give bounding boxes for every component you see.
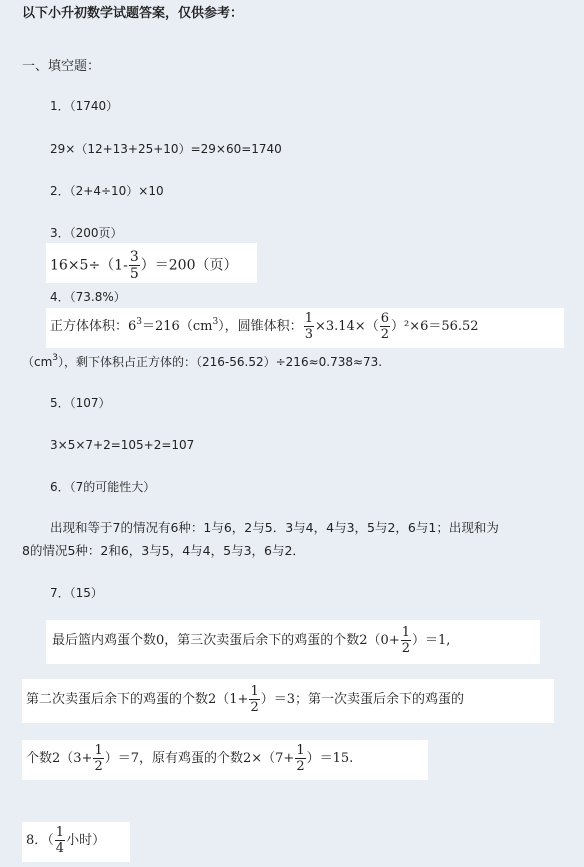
q5-label: 5．（107） [50, 396, 111, 410]
page-title: 以下小升初数学试题答案，仅供参考： [22, 6, 244, 21]
q7-work-line1: 最后篮内鸡蛋个数0，第三次卖蛋后余下的鸡蛋的个数2（0+ $\frac{1}{2}$ ）＝1, [52, 625, 451, 656]
q3-fraction: $\frac{3}{5}$ [129, 249, 139, 282]
q7-fraction-3: $\frac{1}{2}$ [94, 743, 103, 774]
q3-label: 3．（200页） [50, 226, 123, 240]
q7-work-line2: 第二次卖蛋后余下的鸡蛋的个数2（1+ $\frac{1}{2}$ ）＝3；第一次卖蛋后余下的鸡蛋的 [26, 684, 464, 715]
q6-work-line2: 8的情况5种：2和6，3与5，4与4，5与3，6与2． [22, 543, 305, 558]
section-title: 一、填空题： [22, 59, 101, 74]
q4-label: 4．（73.8%） [50, 290, 126, 304]
q5-work: 3×5×7+2=105+2=107 [50, 438, 195, 452]
q7-fraction-2: $\frac{1}{2}$ [250, 684, 259, 715]
q4-work-line1: 正方体体积：$6^3=216(cm^3)$，圆锥体积： $\frac{1}{3}$ ×3.14×（ $\frac{6}{2}$ ）²×6＝56.52 [50, 311, 479, 342]
q6-work-line1: 出现和等于7的情况有6种：1与6，2与5．3与4，4与3，5与2，6与1；出现和为 [50, 520, 499, 535]
q7-fraction-4: $\frac{1}{2}$ [296, 743, 305, 774]
q8-fraction: $\frac{1}{4}$ [55, 825, 65, 856]
q7-work-line3: 个数2（3+ $\frac{1}{2}$ ）＝7，原有鸡蛋的个数2×（7+ $\frac{1}{2}$ ）＝15. [26, 743, 354, 774]
q3-work: 16×5÷（1- $\frac{3}{5}$ ）＝200（页） [50, 249, 238, 282]
q1-label: 1．（1740） [50, 99, 119, 113]
q6-label: 6．（7的可能性大） [50, 480, 156, 494]
q2-label: 2．（2+4÷10）×10 [50, 184, 164, 198]
q7-fraction-1: $\frac{1}{2}$ [401, 625, 410, 656]
q4-work-line2: $(cm^3)$，剩下体积占正方体的：（216-56.52）÷216≈0.738≈73. [22, 353, 383, 369]
q7-label: 7．（15） [50, 586, 103, 600]
q8-label: 8．（ $\frac{1}{4}$ 小时） [26, 825, 106, 856]
q4-fraction-1: $\frac{1}{3}$ [304, 311, 313, 342]
q1-work: 29×（12+13+25+10）=29×60=1740 [50, 142, 282, 156]
q4-fraction-2: $\frac{6}{2}$ [380, 311, 389, 342]
